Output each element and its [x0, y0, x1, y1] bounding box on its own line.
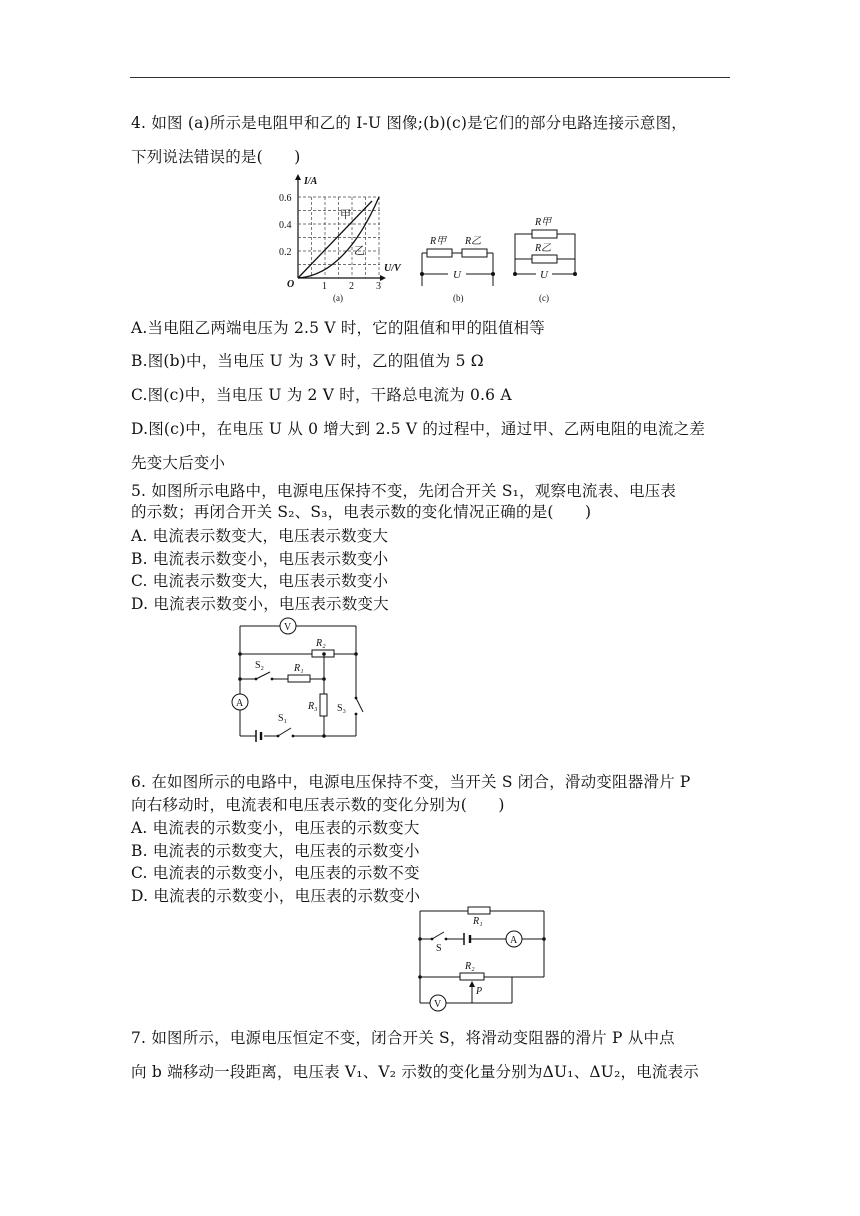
q7-stem-line2: 向 b 端移动一段距离，电压表 V₁、V₂ 示数的变化量分别为ΔU₁、ΔU₂，电流表示: [131, 1063, 699, 1081]
q6-stem-line1: 6. 在如图所示的电路中，电源电压保持不变，当开关 S 闭合，滑动变阻器滑片 P: [131, 773, 691, 791]
q4-curve-jia-label: 甲: [340, 209, 351, 221]
q4-origin-label: O: [287, 279, 295, 290]
q4-figure: [270, 170, 590, 305]
q5-circuit: [228, 614, 368, 744]
q5-stem-line2: 的示数；再闭合开关 S₂、S₃，电表示数的变化情况正确的是( ): [131, 503, 592, 521]
q6-voltmeter-label: V: [434, 999, 442, 1010]
q5-option-a: A. 电流表示数变大，电压表示数变大: [131, 527, 389, 545]
q5-r3-label: R₃: [308, 701, 318, 712]
q4-option-d-line1: D.图(c)中，在电压 U 从 0 增大到 2.5 V 的过程中，通过甲、乙两电阻的电流之差: [131, 420, 706, 438]
q5-s1-label: S₁: [278, 713, 288, 724]
q5-s3-label: S₃: [337, 703, 347, 714]
q4-b-r-yi: R乙: [465, 236, 482, 247]
q5-r2-label: R₂: [316, 638, 326, 649]
q6-switch-label: S: [436, 943, 442, 954]
q4-curve-yi-label: 乙: [354, 245, 365, 257]
q4-b-u: U: [453, 269, 461, 281]
q6-r1-label: R₁: [473, 916, 483, 927]
q4-option-a: A.当电阻乙两端电压为 2.5 V 时，它的阻值和甲的阻值相等: [131, 319, 545, 337]
q4-y-tick: 0.4: [279, 220, 292, 231]
q5-voltmeter-label: V: [284, 622, 292, 633]
q4-y-tick: 0.2: [279, 247, 292, 258]
q5-s2-label: S₂: [255, 660, 265, 671]
q6-circuit: [412, 905, 552, 1015]
q6-slider-label: P: [476, 986, 483, 997]
q4-x-tick: 2: [349, 281, 354, 292]
q4-c-r-yi: R乙: [535, 243, 552, 254]
q4-circuit-b: [420, 235, 495, 303]
header-rule: [130, 77, 730, 78]
q7-stem-line1: 7. 如图所示，电源电压恒定不变，闭合开关 S，将滑动变阻器的滑片 P 从中点: [131, 1029, 675, 1047]
q5-stem-line1: 5. 如图所示电路中，电源电压保持不变，先闭合开关 S₁，观察电流表、电压表: [131, 482, 677, 500]
q6-ammeter-label: A: [510, 935, 518, 946]
q4-caption-b: (b): [453, 293, 464, 303]
q5-option-b: B. 电流表示数变小，电压表示数变小: [131, 550, 389, 568]
q6-option-b: B. 电流表的示数变大，电压表的示数变小: [131, 842, 420, 860]
q4-c-r-jia: R甲: [535, 217, 552, 228]
q4-y-tick: 0.6: [279, 193, 292, 204]
q6-r2-label: R₂: [465, 961, 475, 972]
q4-x-tick: 1: [322, 281, 327, 292]
q5-ammeter-label: A: [236, 698, 244, 709]
q4-b-r-jia: R甲: [430, 236, 447, 247]
q4-caption-c: (c): [539, 293, 549, 303]
q4-x-tick: 3: [376, 281, 381, 292]
q4-option-c: C.图(c)中，当电压 U 为 2 V 时，干路总电流为 0.6 A: [131, 386, 512, 404]
q6-option-d: D. 电流表的示数变小，电压表的示数变小: [131, 887, 421, 905]
q6-option-a: A. 电流表的示数变小，电压表的示数变大: [131, 819, 420, 837]
q4-option-b: B.图(b)中，当电压 U 为 3 V 时，乙的阻值为 5 Ω: [131, 352, 484, 370]
q4-y-axis-label: I/A: [304, 176, 318, 187]
q5-option-c: C. 电流表示数变大，电压表示数变小: [131, 572, 389, 590]
curve-jia: [298, 201, 372, 278]
q4-c-u: U: [540, 269, 548, 281]
q5-option-d: D. 电流表示数变小，电压表示数变大: [131, 595, 389, 613]
q6-stem-line2: 向右移动时，电流表和电压表示数的变化分别为( ): [131, 796, 505, 814]
q6-option-c: C. 电流表的示数变小，电压表的示数不变: [131, 864, 420, 882]
q4-caption-a: (a): [333, 293, 343, 303]
q4-stem-line2: 下列说法错误的是( ): [131, 148, 301, 166]
q4-circuit-c: [513, 216, 577, 303]
q4-x-axis-label: U/V: [384, 263, 401, 274]
q5-r1-label: R₁: [294, 663, 304, 674]
q4-stem-line1: 4. 如图 (a)所示是电阻甲和乙的 I-U 图像;(b)(c)是它们的部分电路连接示意图，: [131, 114, 687, 132]
q4-option-d-line2: 先变大后变小: [131, 454, 226, 472]
